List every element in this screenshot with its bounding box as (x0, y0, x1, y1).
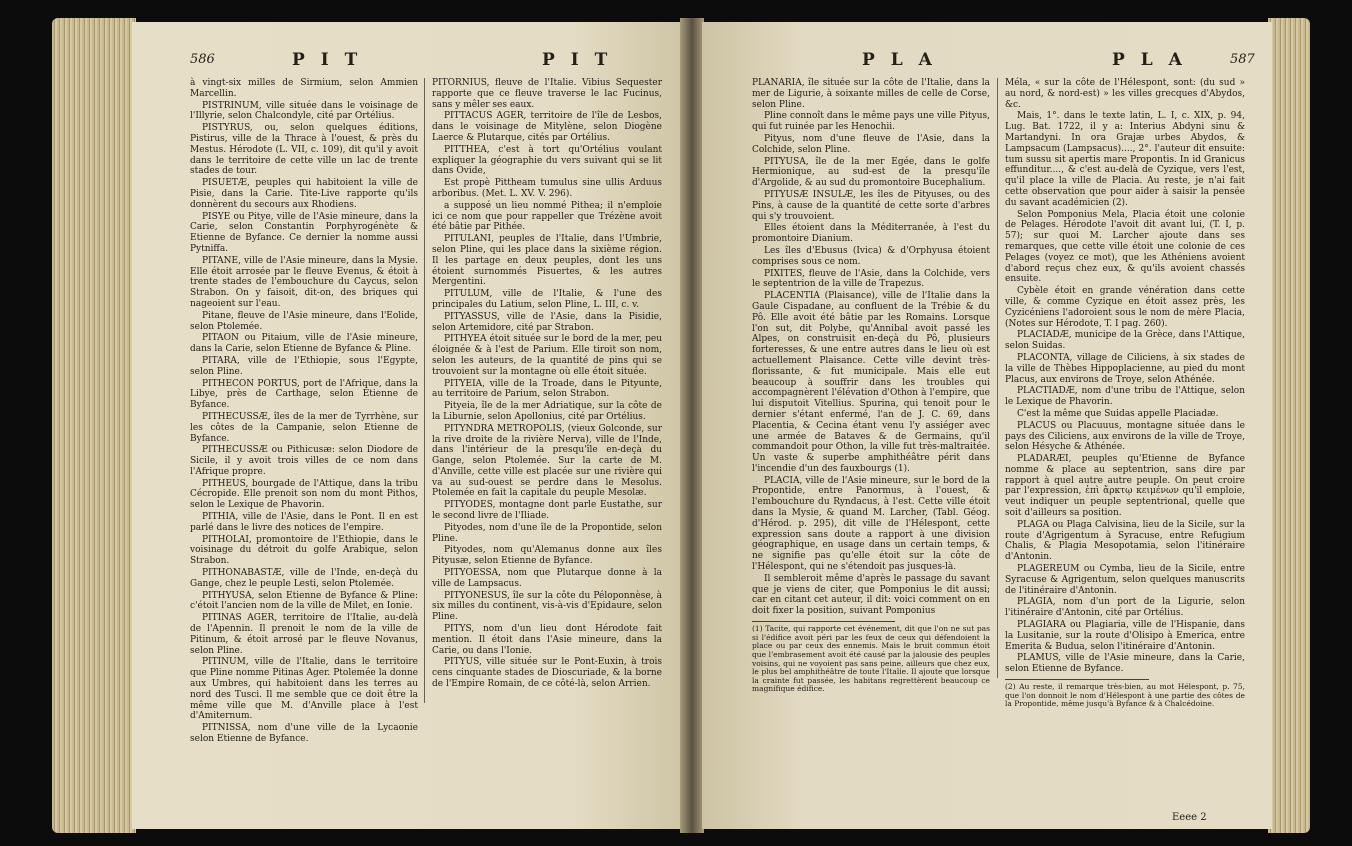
dictionary-entry: PITYUS, ville située sur le Pont-Euxin, à trois cens cinquante stades de Dioscuriade, & la borne de l'Empire Romain, de ce côté-là, selon Arrien. (432, 657, 662, 690)
dictionary-entry: PITINAS AGER, territoire de l'Italie, au-delà de l'Apennin. Il prenoit le nom de la ville de Pitinum, & étoit arrosé par le fleuve Novanus, selon Pline. (190, 613, 418, 656)
dictionary-entry: PLACTIADÆ, nom d'une tribu de l'Attique, selon le Lexique de Phavorin. (1005, 386, 1245, 408)
dictionary-entry: PITARA, ville de l'Ethiopie, sous l'Egypte, selon Pline. (190, 355, 418, 377)
dictionary-entry: PITYASSUS, ville de l'Asie, dans la Pisidie, selon Artemidore, cité par Strabon. (432, 311, 662, 333)
dictionary-entry: PITYOESSA, nom que Plutarque donne à la ville de Lampsacus. (432, 568, 662, 589)
dictionary-entry: Pityeia, île de la mer Adriatique, sur la côte de la Liburnie, selon Apollonius, cité par Ortélius. (432, 401, 662, 422)
dictionary-entry: PITINUM, ville de l'Italie, dans le territoire que Pline nomme Pitinas Ager. Ptolemée la donne aux Umbres, qui habitoient dans les terres au nord des Tusci. Il me semble que ce doit être la même ville que M. d'Anville place à l'est d'Amiternum. (190, 657, 418, 722)
running-head-left: P I T (292, 50, 363, 70)
dictionary-entry: PITYODES, montagne dont parle Eustathe, sur le second livre de l'Iliade. (432, 500, 662, 522)
page-edges-left (52, 18, 136, 833)
running-head-left: P L A (862, 50, 937, 70)
right-page-column-2 (1005, 78, 1245, 710)
dictionary-entry: PLACONTA, village de Ciliciens, à six stades de la ville de Thèbes Hippoplacienne, au pied du mont Placus, aux environs de Troye, selon Athénée. (1005, 352, 1245, 385)
dictionary-entry: PITHOLAI, promontoire de l'Ethiopie, dans le voisinage du détroit du golfe Arabique, selon Strabon. (190, 534, 418, 567)
dictionary-entry: PITTACUS AGER, territoire de l'île de Lesbos, dans le voisinage de Mitylène, selon Diogène Laerce & Plutarque, cités par Ortélius. (432, 111, 662, 143)
dictionary-entry: PITORNIUS, fleuve de l'Italie. Vibius Sequester rapporte que ce fleuve traverse le lac Fucinus, sans y mêler ses eaux. (432, 78, 662, 110)
left-page-column-2 (432, 78, 662, 691)
footnote: (1) Tacite, qui rapporte cet événement, dit que l'on ne sut pas si l'édifice avoit péri par les feux de ceux qui défendoient la place ou par ceux des ennemis. Mais le bruit commun étoit que l'embrasement avoit été causé par la jalousie des peuples voisins, qui ne voyoient pas sans peine, ailleurs que chez eux, le plus bel amphithéâtre de toute l'Italie. Il ajoute que lorsque la crainte fut passée, les habitans regrettèrent beaucoup ce magnifique édifice. (752, 624, 990, 694)
dictionary-entry: PITNISSA, nom d'une ville de la Lycaonie selon Etienne de Byfance. (190, 723, 418, 745)
dictionary-entry: Pityodes, nom d'une île de la Propontide, selon Pline. (432, 522, 662, 544)
footnote: (2) Au reste, il remarque très-bien, au mot Hélespont, p. 75, que l'on donnoit le nom d'Hélespont à une partie des côtes de la Propontide, même jusqu'à Byfance & à Chalcédoine. (1005, 682, 1245, 709)
dictionary-entry: PITULUM, ville de l'Italie, & l'une des principales du Latium, selon Pline, L. III, c. v. (432, 289, 662, 310)
book-gutter (680, 18, 704, 833)
left-page-header (132, 52, 682, 74)
dictionary-entry: PITHYUSA, selon Etienne de Byfance & Pline: c'étoit l'ancien nom de la ville de Milet, en Ionie. (190, 590, 418, 612)
dictionary-entry: PLANARIA, île située sur la côte de l'Italie, dans la mer de Ligurie, à soixante milles de celle de Corse, selon Pline. (752, 78, 990, 110)
dictionary-entry: PISTYRUS, ou, selon quelques éditions, Pistirus, ville de la Thrace à l'ouest, & près du Mestus. Hérodote (L. VII, c. 109), dit qu'il y avoit dans le territoire de cette ville un lac de trente stades de tour. (190, 123, 418, 177)
dictionary-entry: PITYONESUS, île sur la côte du Péloponnèse, à six milles du continent, vis-à-vis d'Epidaure, selon Pline. (432, 590, 662, 623)
dictionary-entry: PLACIA, ville de l'Asie mineure, sur le bord de la Propontide, entre Panormus, à l'ouest, & l'embouchure du Ryndacus, à l'est. Cette ville étoit dans la Mysie, & quand M. Larcher, (Tabl. Géog. d'Hérod. p. 295), dit ville de l'Hélespont, cette expression sans doute a rapport à une division géographique, en usage dans un certain temps, & ne signifie pas qu'elle étoit sur la côte de l'Hélespont, qui ne s'étendoit pas jusques-là. (752, 475, 990, 573)
dictionary-entry: PLACENTIA (Plaisance), ville de l'Italie dans la Gaule Cispadane, au confluent de la Trébie & du Pô. Elle avoit été bâtie par les Romains. Lorsque l'on sut, dit Polybe, qu'Annibal avoit passé les Alpes, on construisit en-deçà du Pô, plusieurs forteresses, & une entre autres dans le lieu où est actuellement Plaisance. Cette ville devint très-florissante, & fut municipale. Mais elle eut beaucoup à souffrir dans les troubles qui accompagnèrent l'élévation d'Othon à l'empire, que lui disputoit Vitellius. Spurina, qui tenoit pour le dernier s'étant enfermé, l'an de J. C. 69, dans Placentia, & Cecina étant venu l'y assiéger avec une armée de Bataves & de Germains, qu'il commandoit pour Othon, la ville fut très-maltraitée. Un vaste & superbe amphithéâtre périt dans l'incendie d'un des fauxbourgs (1). (752, 291, 990, 474)
dictionary-entry: PLAGA ou Plaga Calvisina, lieu de la Sicile, sur la route d'Agrigentum à Syracuse, entre Refugium Chalis, & Plagia Mesopotamia, selon l'itinéraire d'Antonin. (1005, 519, 1245, 563)
open-book (52, 18, 1310, 833)
dictionary-entry: PITYUSA, île de la mer Egée, dans le golfe Hermionique, au sud-est de la presqu'île d'Argolide, & au sud du promontoire Bucephalium. (752, 156, 990, 189)
dictionary-entry: PISTRINUM, ville située dans le voisinage de l'Illyrie, selon Chalcondyle, cité par Ortélius. (190, 100, 418, 122)
dictionary-entry: Les îles d'Ebusus (Ivica) & d'Orphyusa étoient comprises sous ce nom. (752, 245, 990, 267)
left-page-column-1 (190, 78, 418, 746)
dictionary-entry: Pityus, nom d'une fleuve de l'Asie, dans la Colchide, selon Pline. (752, 133, 990, 155)
dictionary-entry: PLAGEREUM ou Cymba, lieu de la Sicile, entre Syracuse & Agrigentum, selon quelques manuscrits de l'itinéraire d'Antonin. (1005, 564, 1245, 596)
dictionary-entry: Selon Pomponius Mela, Placia étoit une colonie de Pelages. Hérodote l'avoit dit avant lui, (T. I, p. 57); sur quoi M. Larcher ajoute dans ses remarques, que cette ville étoit une colonie de ces Pelages (voyez ce mot), que les Athéniens avoient d'abord reçus chez eux, & qu'ils avoient chassés ensuite. (1005, 209, 1245, 285)
dictionary-entry: PITYEIA, ville de la Troade, dans le Pityunte, au territoire de Parium, selon Strabon. (432, 378, 662, 400)
dictionary-entry: PITYNDRA METROPOLIS, (vieux Golconde, sur la rive droite de la rivière Nerva), ville de l'Inde, dans l'intérieur de la presqu'île en-deçà du Gange, selon Ptolemée. Sur la carte de M. d'Anville, cette ville est placée sur une rivière qui va au sud-ouest se perdre dans le Mesolus. Ptolemée en fait la capitale du peuple Mesolæ. (432, 423, 662, 499)
dictionary-entry: C'est la même que Suidas appelle Placiadæ. (1017, 408, 1219, 419)
dictionary-entry: PLACIADÆ, municipe de la Grèce, dans l'Attique, selon Suidas. (1005, 330, 1245, 352)
dictionary-entry: PLADARÆI, peuples qu'Etienne de Byfance nomme & place au septentrion, sans dire par rapport à quel autre autre peuple. On peut croire par l'expression, ἐπὶ ἄρκτῳ κειμένων qu'il emploie, veut indiquer un peuple septentrional, quelle que soit d'ailleurs sa position. (1005, 454, 1245, 519)
footnote-rule (752, 621, 895, 622)
dictionary-entry: Est propè Pittheam tumulus sine ullis Arduus arboribus. (Met. L. XV. V. 296). (432, 178, 662, 199)
dictionary-entry: a supposé un lieu nommé Pithea; il n'emploie ici ce nom que pour rappeller que Trézène avoit été bâtie par Pithée. (432, 200, 662, 233)
right-page-column-1 (752, 78, 990, 695)
right-page (702, 22, 1272, 829)
dictionary-entry: PITHEUS, bourgade de l'Attique, dans la tribu Cécropide. Elle prenoit son nom du mont Pithos, selon le Lexique de Phavorin. (190, 478, 418, 511)
dictionary-entry: PITTHEA, c'est à tort qu'Ortélius voulant expliquer la géographie du vers suivant qui se lit dans Ovide, (432, 144, 662, 177)
dictionary-entry: PLAMUS, ville de l'Asie mineure, dans la Carie, selon Etienne de Byfance. (1005, 653, 1245, 675)
dictionary-entry: PLAGIARA ou Plagiaria, ville de l'Hispanie, dans la Lusitanie, sur la route d'Olisipo à Emerica, entre Emerita & Budua, selon l'itinéraire d'Antonin. (1005, 620, 1245, 652)
dictionary-entry: PITULANI, peuples de l'Italie, dans l'Umbrie, selon Pline, qui les place dans la sixième région. Il les partage en deux peuples, dont les uns étoient surnommés Pisuertes, & les autres Mergentini. (432, 234, 662, 288)
signature-mark: Eeee 2 (1172, 812, 1207, 823)
running-head-right: P L A (1112, 50, 1187, 70)
dictionary-entry: PIXITES, fleuve de l'Asie, dans la Colchide, vers le septentrion de la ville de Trapezus. (752, 268, 990, 290)
dictionary-entry: Mais, 1°. dans le texte latin, L. I, c. XIX, p. 94, Lug. Bat. 1722, il y a: Interius Abdyni sinu & Martandyni. In ora Grajæ urbes Abydos, & Lampsacum (Lampsacus)...., 2°. l'auteur dit ensuite: tum sussu sit apertis mare Propontis. In id Granicus effunditur...., & c'est au-delà de Cyzique, vers l'est, qu'il place la ville de Placia. Au reste, je n'ai fait cette observation que pour aider à saisir la pensée du savant académicien (2). (1005, 111, 1245, 208)
dictionary-entry: PITANE, ville de l'Asie mineure, dans la Mysie. Elle étoit arrosée par le fleuve Evenus, & étoit à trente stades de l'embouchure du Caycus, selon Strabon. On y faisoit, dit-on, des briques qui nageoient sur l'eau. (190, 255, 418, 309)
page-number: 586 (190, 52, 215, 67)
dictionary-entry: PITHIA, ville de l'Asie, dans le Pont. Il en est parlé dans le livre des notices de l'empire. (190, 512, 418, 533)
page-number: 587 (1230, 52, 1255, 67)
footnote-rule (1005, 679, 1149, 680)
dictionary-entry: Elles étoient dans la Méditerranée, à l'est du promontoire Dianium. (752, 223, 990, 245)
dictionary-entry: PITHECON PORTUS, port de l'Afrique, dans la Libye, près de Carthage, selon Etienne de Byfance. (190, 378, 418, 411)
dictionary-entry: PITHECUSSÆ, îles de la mer de Tyrrhène, sur les côtes de la Campanie, selon Etienne de Byfance. (190, 411, 418, 444)
dictionary-entry: Il sembleroit même d'après le passage du savant que je viens de citer, que Pomponius le dit aussi; car en citant cet auteur, il dit: voici comment on en doit fixer la position, suivant Pomponius (752, 573, 990, 617)
column-divider (424, 78, 425, 703)
dictionary-entry: PLACUS ou Placuuus, montagne située dans le pays des Ciliciens, aux environs de la ville de Troye, selon Hésyche & Athénée. (1005, 420, 1245, 453)
dictionary-entry: Méla, « sur la côte de l'Hélespont, sont: (du sud » au nord, & nord-est) » les villes grecques d'Abydos, &c. (1005, 78, 1245, 110)
left-page (132, 22, 682, 829)
dictionary-entry: PISUETÆ, peuples qui habitoient la ville de Pisie, dans la Carie. Tite-Live rapporte qu'ils donnèrent du secours aux Rhodiens. (190, 178, 418, 210)
dictionary-entry: PISYE ou Pitye, ville de l'Asie mineure, dans la Carie, selon Constantin Porphyrogénète & Etienne de Byfance. Ce dernier la nomme aussi Pytniffa. (190, 211, 418, 254)
dictionary-entry: Cybèle étoit en grande vénération dans cette ville, & comme Cyzique en étoit assez près, les Cyzicéniens l'adoroient sous le nom de mère Placia, (Notes sur Hérodote, T. I pag. 260). (1005, 286, 1245, 329)
page-edges-right (1268, 18, 1310, 833)
dictionary-entry: Pityodes, nom qu'Alemanus donne aux îles Pityusæ, selon Etienne de Byfance. (432, 545, 662, 567)
running-head-right: P I T (542, 50, 613, 70)
dictionary-entry: PITHONABASTÆ, ville de l'Inde, en-deçà du Gange, chez le peuple Lesti, selon Ptolemée. (190, 568, 418, 589)
right-page-header (702, 52, 1272, 74)
dictionary-entry: PITAON ou Pitaium, ville de l'Asie mineure, dans la Carie, selon Etienne de Byfance & Pline. (190, 333, 418, 355)
dictionary-entry: PITHYEA étoit située sur le bord de la mer, peu éloignée & à l'est de Parium. Elle tiroit son nom, selon les auteurs, de la quantité de pins qui se trouvoient sur la montagne où elle étoit située. (432, 334, 662, 377)
dictionary-entry: PITYS, nom d'un lieu dont Hérodote fait mention. Il étoit dans l'Asie mineure, dans la Carie, ou dans l'Ionie. (432, 624, 662, 656)
dictionary-entry: Pitane, fleuve de l'Asie mineure, dans l'Eolide, selon Ptolemée. (190, 310, 418, 332)
dictionary-entry: à vingt-six milles de Sirmium, selon Ammien Marcellin. (190, 78, 418, 99)
dictionary-entry: PITYUSÆ INSULÆ, les îles de Pityuses, ou des Pins, à cause de la quantité de cette sorte d'arbres qui s'y trouvoient. (752, 189, 990, 222)
dictionary-entry: PITHECUSSÆ ou Pithicusæ: selon Diodore de Sicile, il y avoit trois villes de ce nom dans l'Afrique propre. (190, 445, 418, 477)
column-divider (997, 78, 998, 678)
dictionary-entry: PLAGIA, nom d'un port de la Ligurie, selon l'itinéraire d'Antonin, cité par Ortélius. (1005, 597, 1245, 619)
dictionary-entry: Pline connoît dans le même pays une ville Pityus, qui fut ruinée par les Henochii. (752, 111, 990, 133)
